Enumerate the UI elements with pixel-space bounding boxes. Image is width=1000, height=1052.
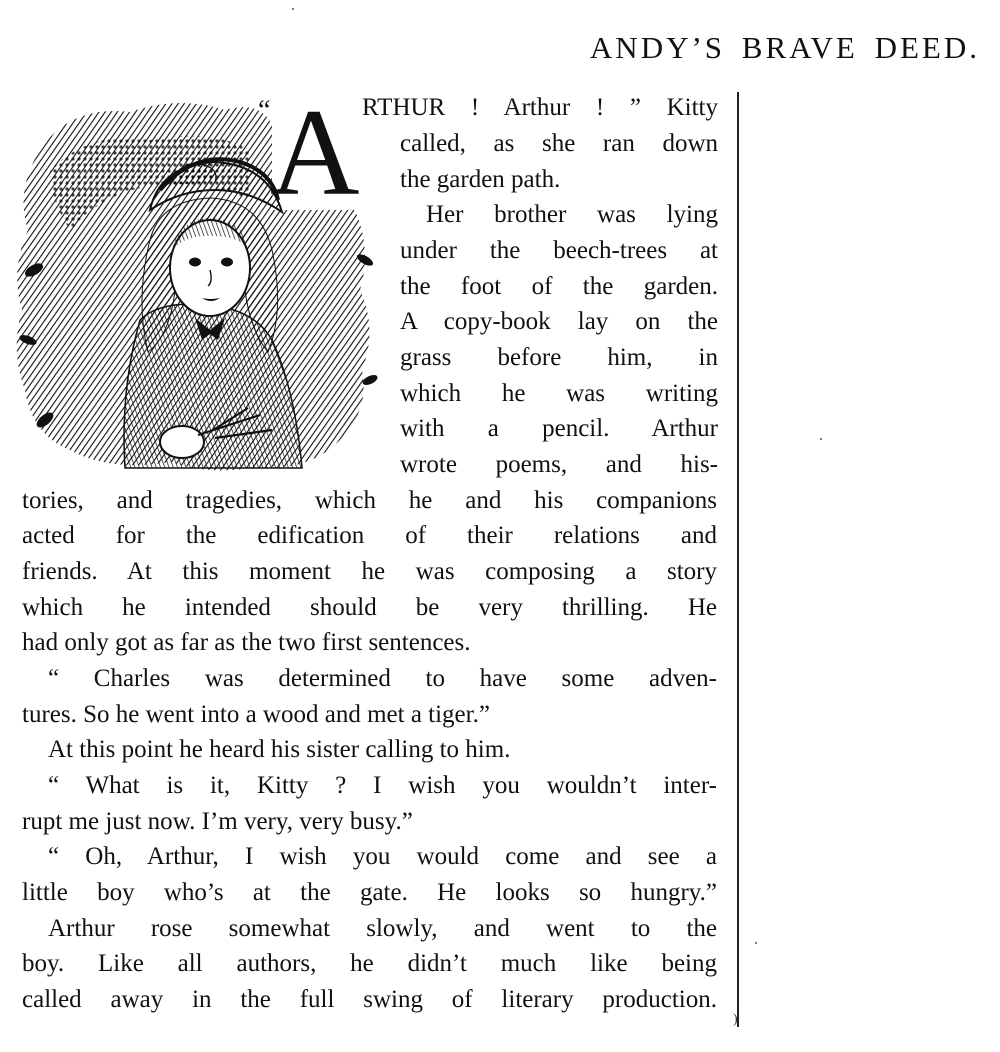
column-rule: [737, 92, 739, 1027]
text-line: grass before him, in: [400, 344, 718, 371]
text-line: “ What is it, Kitty ? I wish you wouldn’t inter-: [48, 772, 717, 799]
opening-quote: “: [258, 95, 271, 126]
text-line: which he intended should be very thrilling. He: [22, 594, 717, 621]
text-line: which he was writing: [400, 380, 718, 407]
text-line: rupt me just now. I’m very, very busy.”: [22, 808, 413, 835]
text-line: Her brother was lying: [426, 201, 718, 228]
drop-cap-letter: A: [270, 84, 360, 221]
text-line: tures. So he went into a wood and met a tiger.”: [22, 701, 490, 728]
text-line: the foot of the garden.: [400, 273, 718, 300]
column-rule-end: ): [733, 1012, 738, 1027]
text-line: had only got as far as the two first sentences.: [22, 629, 471, 656]
print-speck: [755, 942, 757, 944]
text-line: the garden path.: [400, 166, 561, 193]
text-line: friends. At this moment he was composing a story: [22, 558, 717, 585]
text-line: under the beech-trees at: [400, 237, 718, 264]
running-title: ANDY’S BRAVE DEED.: [589, 30, 980, 65]
text-line: “ Charles was determined to have some adven-: [48, 665, 717, 692]
text-line: called away in the full swing of literary production.: [22, 986, 717, 1013]
print-speck: [292, 8, 294, 10]
text-line: wrote poems, and his-: [400, 451, 718, 478]
text-line: A copy-book lay on the: [400, 308, 718, 335]
text-line: little boy who’s at the gate. He looks so hungry.”: [22, 879, 717, 906]
print-speck: [820, 438, 822, 440]
text-line: RTHUR ! Arthur ! ” Kitty: [362, 94, 718, 121]
text-line: “ Oh, Arthur, I wish you would come and see a: [48, 843, 717, 870]
text-line: acted for the edification of their relations and: [22, 522, 717, 549]
text-line: with a pencil. Arthur: [400, 415, 718, 442]
text-line: boy. Like all authors, he didn’t much like being: [22, 950, 717, 977]
text-line: tories, and tragedies, which he and his companions: [22, 487, 717, 514]
text-line: called, as she ran down: [400, 130, 718, 157]
text-line: At this point he heard his sister calling to him.: [48, 736, 511, 763]
text-line: Arthur rose somewhat slowly, and went to the: [48, 915, 717, 942]
